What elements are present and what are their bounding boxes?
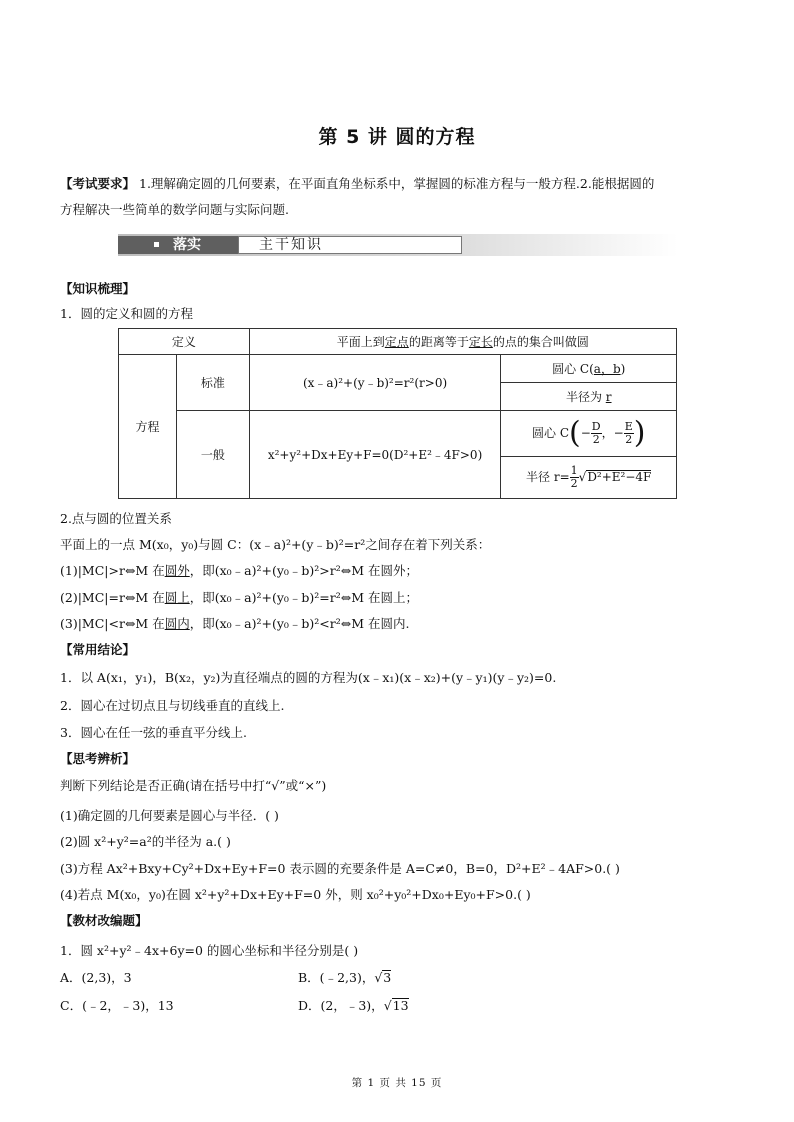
textbook-q1: 1．圆 x²+y²﹣4x+6y=0 的圆心坐标和半径分别是( ) <box>60 943 359 958</box>
table-eq-label: 方程 <box>119 355 177 499</box>
exam-requirement-line1 <box>60 174 654 192</box>
knowledge-item2-intro: 平面上的一点 M(x₀，y₀)与圆 C：(x﹣a)²+(y﹣b)²=r²之间存在着下列关系： <box>60 537 491 552</box>
knowledge-item1: 1．圆的定义和圆的方程 <box>60 306 193 321</box>
relation-outside: (1)|MC|>r⇔M 在圆外，即(x₀﹣a)²+(y₀﹣b)²>r²⇔M 在圆外； <box>60 563 419 578</box>
exam-requirement-label: 【考试要求】 <box>60 176 136 191</box>
table-gen-formula: x²+y²+Dx+Ey+F=0(D²+E²﹣4F>0) <box>249 411 501 499</box>
table-std-radius: 半径为 r <box>501 383 677 411</box>
conclusion-3: 3．圆心在任一弦的垂直平分线上. <box>60 725 247 740</box>
judge-intro: 判断下列结论是否正确(请在括号中打“√”或“×”) <box>60 778 327 793</box>
table-gen-center: 圆心 C(− $\frac{D}{2}$ ，− $\frac{E}{2}$ ) <box>501 411 677 457</box>
exam-requirement-text1: 1.理解确定圆的几何要素，在平面直角坐标系中，掌握圆的标准方程与一般方程.2.能根据圆的 <box>139 176 655 191</box>
circle-definition-table <box>118 328 677 499</box>
judge-q2: (2)圆 x²+y²=a²的半径为 a.( ) <box>60 834 231 849</box>
section-banner <box>118 234 678 256</box>
exam-requirement-line2: 方程解决一些简单的数学问题与实际问题. <box>60 202 289 217</box>
option-d: D．(2，﹣3)，√13 <box>298 998 409 1013</box>
banner-left <box>118 236 238 254</box>
conclusions-header: 【常用结论】 <box>60 642 136 657</box>
textbook-header: 【教材改编题】 <box>60 913 148 928</box>
conclusion-1: 1．以 A(x₁，y₁)，B(x₂，y₂)为直径端点的圆的方程为(x﹣x₁)(x﹣x₂)+(y﹣y₁)(y﹣y₂)=0. <box>60 670 557 685</box>
judge-q4: (4)若点 M(x₀，y₀)在圆 x²+y²+Dx+Ey+F=0 外，则 x₀²+y₀²+Dx₀+Ey₀+F>0.( ) <box>60 887 531 902</box>
banner-right <box>238 236 462 254</box>
judge-q3: (3)方程 Ax²+Bxy+Cy²+Dx+Ey+F=0 表示圆的充要条件是 A=C≠0，B=0，D²+E²﹣4AF>0.( ) <box>60 861 620 876</box>
table-def-content: 平面上到定点的距离等于定长的点的集合叫做圆 <box>249 329 676 355</box>
judge-q1: (1)确定圆的几何要素是圆心与半径．( ) <box>60 808 279 823</box>
relation-on: (2)|MC|=r⇔M 在圆上，即(x₀﹣a)²+(y₀﹣b)²=r²⇔M 在圆上； <box>60 590 419 605</box>
table-gen-radius: 半径 r= $\frac{1}{2}$ √D²+E²−4F <box>501 457 677 499</box>
knowledge-item2: 2.点与圆的位置关系 <box>60 511 172 526</box>
knowledge-header: 【知识梳理】 <box>60 281 136 296</box>
banner-right-label: 主干知识 <box>259 237 323 253</box>
conclusion-2: 2．圆心在过切点且与切线垂直的直线上. <box>60 698 285 713</box>
table-std-center: 圆心 C(a，b) <box>501 355 677 383</box>
page-footer: 第 1 页 共 15 页 <box>351 1077 443 1089</box>
judge-header: 【思考辨析】 <box>60 751 136 766</box>
page-title: 第 5 讲 圆的方程 <box>318 126 476 148</box>
table-std-formula: (x﹣a)²+(y﹣b)²=r²(r>0) <box>249 355 501 411</box>
table-def-label: 定义 <box>119 329 250 355</box>
relation-inside: (3)|MC|<r⇔M 在圆内，即(x₀﹣a)²+(y₀﹣b)²<r²⇔M 在圆内. <box>60 616 410 631</box>
table-std-label: 标准 <box>177 355 250 411</box>
table-gen-label: 一般 <box>177 411 250 499</box>
banner-left-label: 落实 <box>173 237 201 253</box>
square-bullet-icon <box>154 242 159 247</box>
option-b: B．(﹣2,3)，√3 <box>298 970 392 985</box>
option-c: C．(﹣2，﹣3)，13 <box>60 998 174 1013</box>
option-a: A．(2,3)，3 <box>60 970 132 985</box>
